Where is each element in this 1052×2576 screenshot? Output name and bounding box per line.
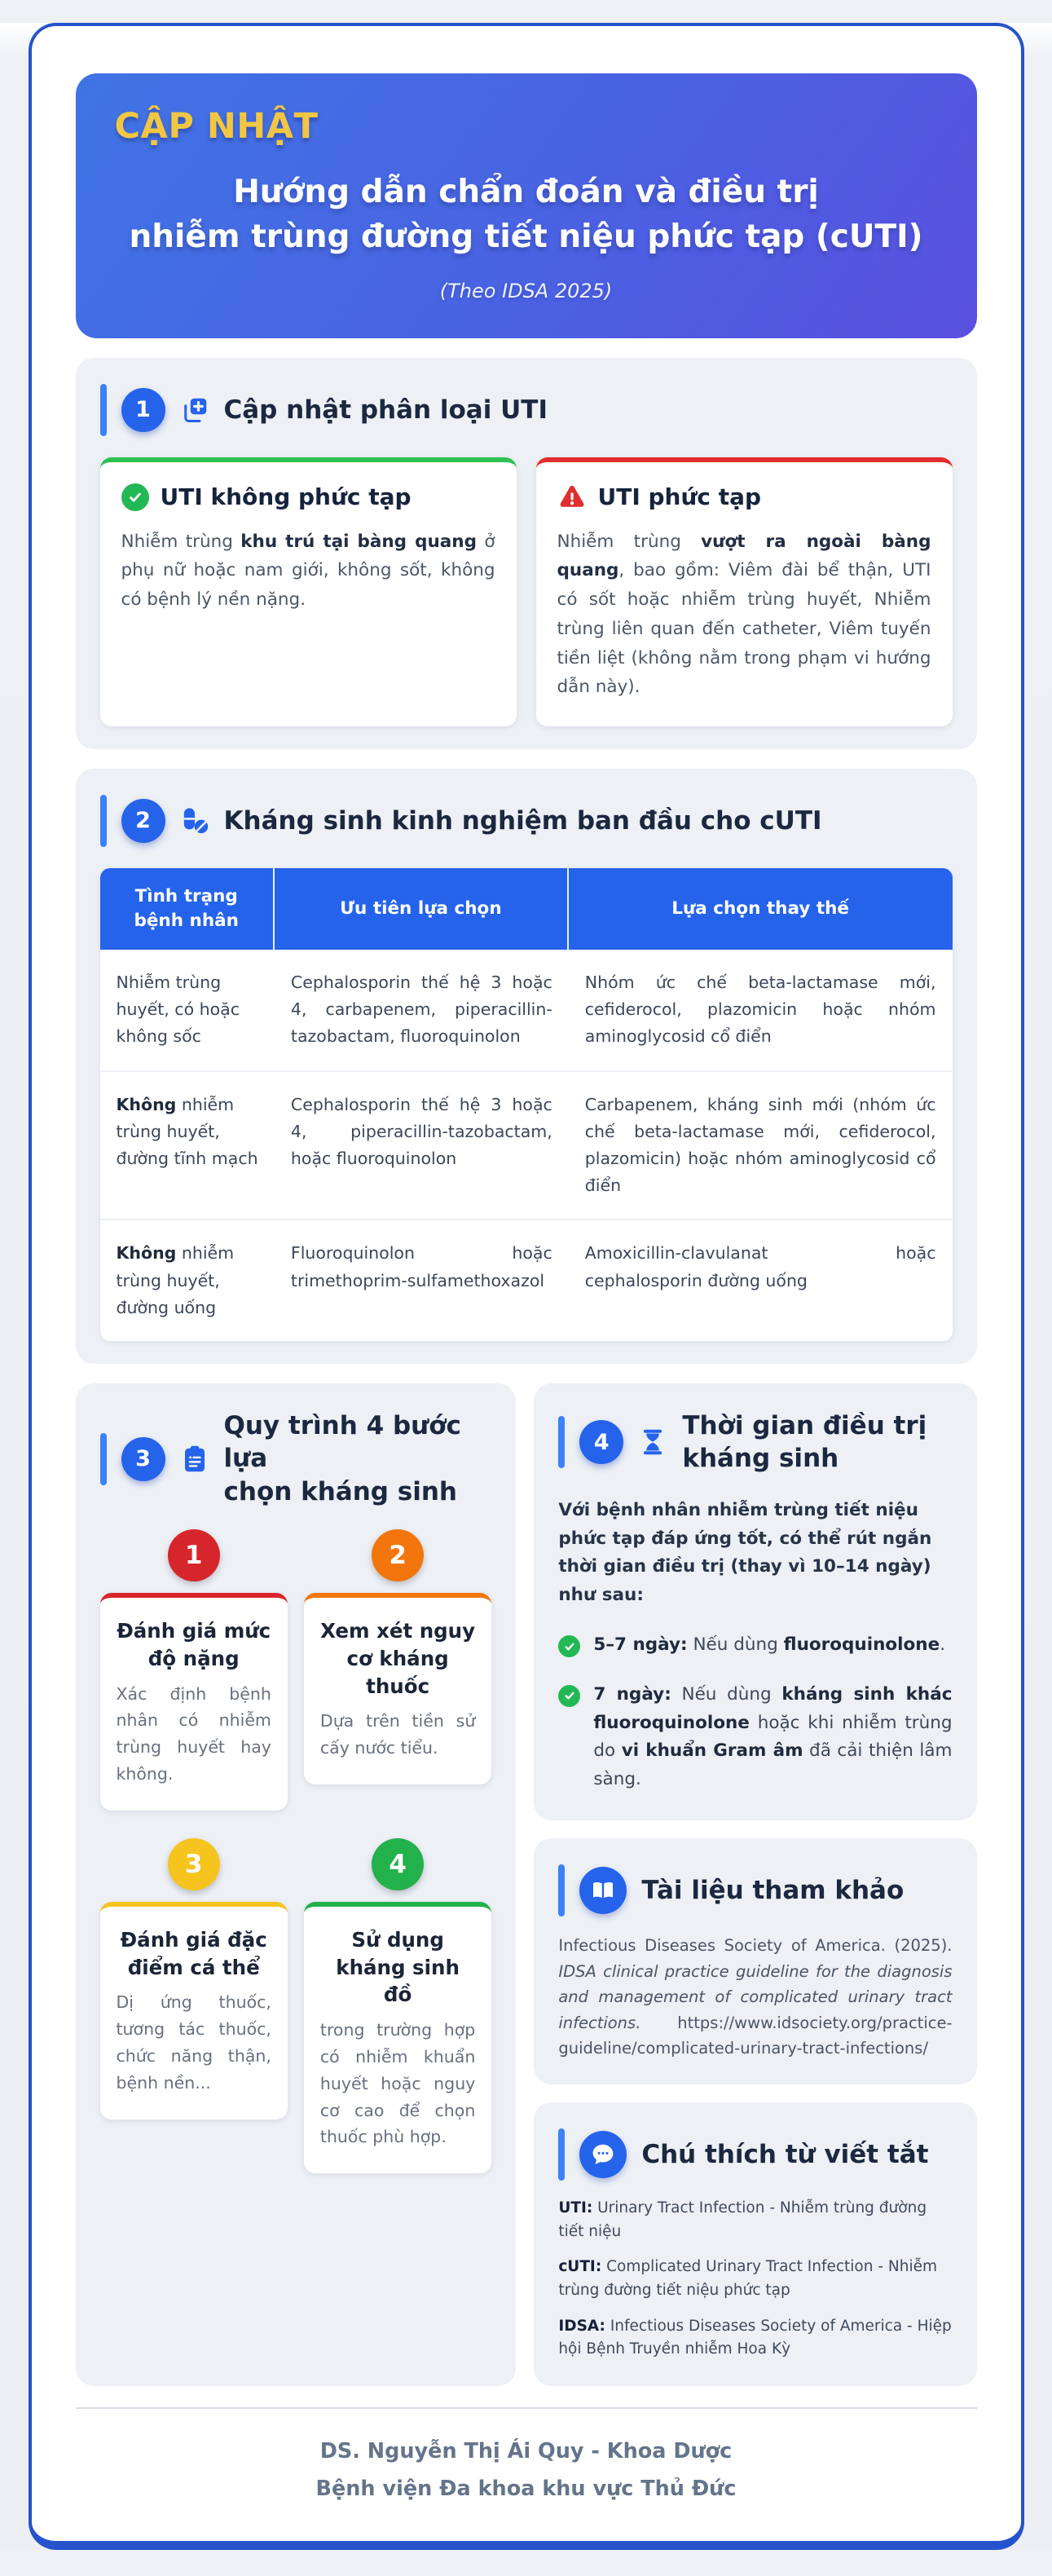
table-cell: Không nhiễm trùng huyết, đường uống [100,1220,275,1341]
duration-bullet [558,1681,952,1794]
bottom-grid [76,1383,977,2386]
table-cell: Không nhiễm trùng huyết, đường tĩnh mạch [100,1072,275,1221]
section-accent-bar [558,1416,565,1468]
section-title: Cập nhật phân loại UTI [223,395,548,425]
section-four-steps [76,1383,517,2386]
section-number-badge: 2 [121,799,165,843]
step-card [304,1902,491,2173]
page-title-line-1: Hướng dẫn chẩn đoán và điều trị [233,174,819,210]
step-title: Sử dụng kháng sinh đồ [336,1927,460,2007]
page-title-line-2: nhiễm trùng đường tiết niệu phức tạp (cUTI) [129,218,923,256]
hourglass-icon [638,1427,667,1457]
page-title [115,170,938,260]
step-card [100,1902,288,2119]
steps-grid [100,1529,492,2173]
card-title: UTI không phức tạp [160,483,412,511]
section-title-line-1: Quy trình 4 bước lựa [223,1411,461,1474]
references-title: Tài liệu tham khảo [641,1875,905,1905]
step-text: Dựa trên tiền sử cấy nước tiểu. [319,1711,476,1758]
table-row [100,1072,953,1221]
section-classification-header [100,384,953,436]
open-book-icon [579,1867,627,1914]
table-header-cell-patient-status: Tình trạng bệnh nhân [100,868,275,950]
card-title-row [121,483,495,511]
chat-bubble-icon [579,2131,627,2178]
section-four-steps-header [100,1409,492,1508]
section-accent-bar [100,1433,107,1485]
table-header [100,868,953,950]
step-number-circle: 2 [372,1529,424,1581]
abbreviations-title: Chú thích từ viết tắt [641,2139,929,2169]
section-number-badge: 1 [121,388,165,432]
step-card [304,1593,491,1784]
footer-hospital: Bệnh viện Đa khoa khu vực Thủ Đức [315,2476,737,2501]
section-accent-bar [100,795,107,847]
footer-author: DS. Nguyễn Thị Ái Quy - Khoa Dược [319,2439,733,2464]
table-cell: Carbapenem, kháng sinh mới (nhóm ức chế beta-lactamase mới, cefiderocol, plazomicin) hoặc nhóm aminoglycosid cổ điển [569,1072,953,1221]
step-title: Đánh giá đặc điểm cá thể [120,1927,267,1979]
step-number-circle: 1 [168,1529,220,1581]
references-panel [534,1838,976,2084]
table-header-row [100,868,953,950]
copy-plus-icon [180,395,209,425]
section-accent-bar [558,1864,565,1917]
step-card [100,1593,288,1811]
step-text: trong trường hợp có nhiễm khuẩn huyết hoặc nguy cơ cao để chọn thuốc phù hợp. [319,2020,476,2147]
section-title [682,1409,927,1475]
section-accent-bar [558,2128,565,2181]
step-2 [304,1529,491,1784]
references-body: Infectious Diseases Society of America. (2025). IDSA clinical practice guideline for the diagnosis and management of complicated urinary tract infections. https://www.idsociety.org/practice-guideline/complicated-urinary-tract-infections/ [558,1936,953,2058]
antibiotic-table [100,868,953,1341]
section-antibiotics [76,769,977,1364]
bullet-text: 7 ngày: Nếu dùng kháng sinh khác fluoroquinolone hoặc khi nhiễm trùng do vi khuẩn Gram âm đã cải thiện lâm sàng. [593,1683,953,1790]
warning-triangle-icon [557,483,587,511]
card-title-row [557,483,931,511]
section-number-badge: 4 [579,1420,623,1464]
section-title-line-2: kháng sinh [682,1444,839,1474]
step-4 [304,1838,491,2173]
section-antibiotics-header [100,795,953,847]
footer [76,2407,977,2508]
classification-cards [100,457,953,726]
section-title [224,1409,492,1508]
step-title: Xem xét nguy cơ kháng thuốc [320,1618,476,1698]
section-accent-bar [100,384,107,436]
clipboard-icon [180,1445,209,1474]
hero-banner [76,73,977,338]
abbreviations-header [558,2128,952,2181]
check-circle-icon [558,1635,580,1657]
step-3 [100,1838,288,2119]
table-cell: Amoxicillin-clavulanat hoặc cephalosporin đường uống [569,1220,953,1341]
table-cell: Fluoroquinolon hoặc trimethoprim-sulfamethoxazol [275,1220,569,1341]
step-text: Xác định bệnh nhân có nhiễm trùng huyết hay không. [116,1683,271,1784]
page-subtitle: (Theo IDSA 2025) [439,279,613,302]
step-1 [100,1529,288,1811]
references-header [558,1864,952,1917]
section-title-line-1: Thời gian điều trị [682,1411,927,1441]
abbreviation-item-idsa: IDSA: Infectious Diseases Society of America - Hiệp hội Bệnh Truyền nhiễm Hoa Kỳ [558,2317,952,2358]
table-row [100,950,953,1072]
check-circle-icon [121,483,149,511]
card-body: Nhiễm trùng khu trú tại bàng quang ở phụ nữ hoặc nam giới, không sốt, không có bệnh lý nền nặng. [121,531,495,611]
card-body: Nhiễm trùng vượt ra ngoài bàng quang, bao gồm: Viêm đài bể thận, UTI có sốt hoặc nhiễm trùng huyết, Nhiễm trùng liên quan đến catheter, Viêm tuyến tiền liệt (không nằm trong phạm vi hướng dẫn này). [557,531,931,698]
table-cell: Cephalosporin thế hệ 3 hoặc 4, piperacillin-tazobactam, hoặc fluoroquinolon [275,1072,569,1221]
complicated-uti-card [536,457,953,726]
section-title-line-2: chọn kháng sinh [223,1476,457,1506]
table-header-cell-alternative: Lựa chọn thay thế [569,868,953,950]
table-cell: Cephalosporin thế hệ 3 hoặc 4, carbapenem, piperacillin-tazobactam, fluoroquinolon [275,950,569,1072]
right-column [534,1383,976,2386]
duration-bullet [558,1631,952,1660]
abbreviation-item-cuti: cUTI: Complicated Urinary Tract Infection - Nhiễm trùng đường tiết niệu phức tạp [558,2258,937,2300]
step-title: Đánh giá mức độ nặng [117,1618,271,1670]
step-number-circle: 4 [372,1838,424,1890]
section-duration [534,1383,976,1820]
update-badge: CẬP NHẬT [114,106,319,147]
bullet-text: 5–7 ngày: Nếu dùng fluoroquinolone. [593,1634,946,1655]
check-circle-icon [558,1685,580,1707]
section-classification [76,358,977,749]
card-title: UTI phức tạp [597,483,762,511]
section-duration-header [558,1409,952,1475]
step-number-circle: 3 [168,1838,220,1890]
duration-intro: Với bệnh nhân nhiễm trùng tiết niệu phức tạp đáp ứng tốt, có thể rút ngắn thời gian điều trị (thay vì 10–14 ngày) như sau: [558,1499,932,1606]
abbreviations-panel [534,2102,976,2386]
table-row [100,1220,953,1341]
uncomplicated-uti-card [100,457,517,726]
table-cell: Nhóm ức chế beta-lactamase mới, cefiderocol, plazomicin hoặc nhóm aminoglycosid cổ điển [569,950,953,1072]
abbreviation-item-uti: UTI: Urinary Tract Infection - Nhiễm trùng đường tiết niệu [558,2199,927,2240]
pills-icon [180,806,209,836]
section-number-badge: 3 [121,1437,165,1481]
table-body [100,950,953,1341]
step-text: Dị ứng thuốc, tương tác thuốc, chức năng thận, bệnh nền... [116,1992,271,2093]
table-cell: Nhiễm trùng huyết, có hoặc không sốc [100,950,275,1072]
section-title: Kháng sinh kinh nghiệm ban đầu cho cUTI [223,805,822,836]
table-header-cell-preferred: Ưu tiên lựa chọn [275,868,569,950]
